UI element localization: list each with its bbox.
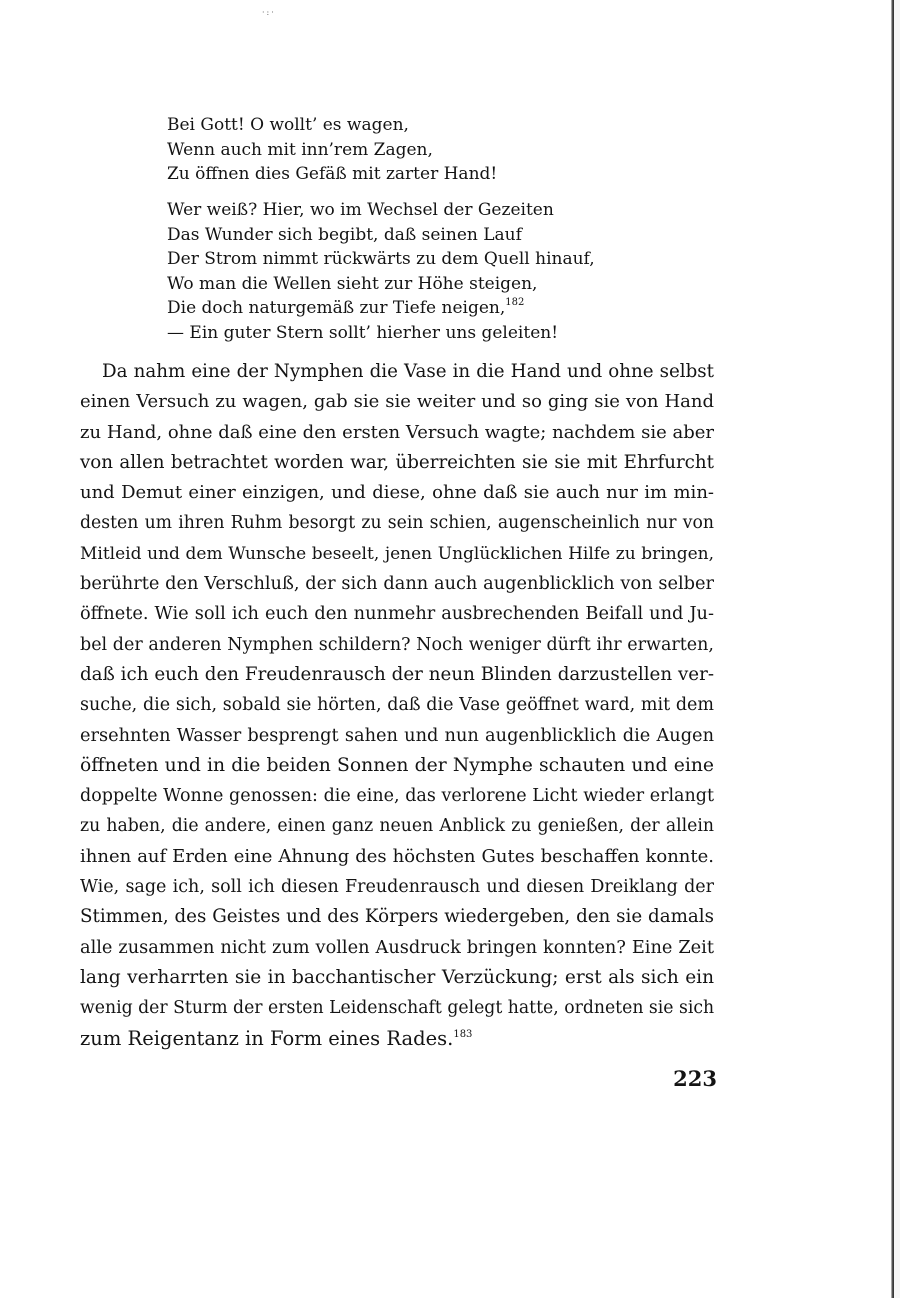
verse-line: Das Wunder sich begibt, daß seinen Lauf bbox=[167, 224, 522, 245]
prose-line: bel der anderen Nymphen schildern? Noch weniger dürft ihr erwarten, bbox=[80, 634, 714, 655]
prose-line: zu haben, die andere, einen ganz neuen Anblick zu genießen, der allein bbox=[80, 816, 714, 837]
prose-line: zu Hand, ohne daß eine den ersten Versuch wagte; nachdem sie aber bbox=[80, 421, 714, 443]
verse-line-text: Die doch naturgemäß zur Tiefe neigen, bbox=[167, 298, 506, 319]
verse-stanza-2 bbox=[167, 198, 727, 346]
page-edge-shadow bbox=[894, 0, 900, 1298]
prose-line: Stimmen, des Geistes und des Körpers wiedergeben, den sie damals bbox=[80, 906, 714, 928]
prose-line: doppelte Wonne genossen: die eine, das verlorene Licht wieder erlangt bbox=[80, 786, 714, 807]
verse-line: Wo man die Wellen sieht zur Höhe steigen, bbox=[167, 273, 538, 294]
prose-line: von allen betrachtet worden war, überreichten sie sie mit Ehrfurcht bbox=[80, 451, 714, 473]
verse-line: Wer weiß? Hier, wo im Wechsel der Gezeiten bbox=[167, 200, 554, 220]
verse-line: Bei Gott! O wollt’ es wagen, bbox=[167, 115, 409, 135]
prose-line: suche, die sich, sobald sie hörten, daß die Vase geöffnet ward, mit dem bbox=[80, 695, 714, 716]
prose-line: wenig der Sturm der ersten Leidenschaft gelegt hatte, ordneten sie sich bbox=[80, 998, 715, 1019]
verse-line: Der Strom nimmt rückwärts zu dem Quell hinauf, bbox=[167, 249, 595, 270]
prose-line: desten um ihren Ruhm besorgt zu sein schien, augenscheinlich nur von bbox=[80, 513, 714, 534]
prose-line: Mitleid und dem Wunsche beseelt, jenen Unglücklichen Hilfe zu bringen, bbox=[80, 543, 714, 564]
prose-line: öffneten und in die beiden Sonnen der Nymphe schauten und eine bbox=[80, 754, 714, 776]
verse-line: Wenn auch mit inn’rem Zagen, bbox=[167, 139, 433, 160]
prose-line: lang verharrten sie in bacchantischer Verzückung; erst als sich ein bbox=[80, 966, 714, 988]
prose-line bbox=[80, 1024, 714, 1054]
prose-line-text: zum Reigentanz in Form eines Rades. bbox=[80, 1026, 454, 1050]
body-paragraph bbox=[80, 357, 714, 1054]
verse-line: — Ein guter Stern sollt’ hierher uns geleiten! bbox=[167, 322, 559, 343]
prose-line: einen Versuch zu wagen, gab sie sie weiter und so ging sie von Hand bbox=[80, 391, 714, 413]
page-number: 223 bbox=[673, 1066, 717, 1091]
prose-line: daß ich euch den Freudenrausch der neun Blinden darzustellen ver- bbox=[80, 663, 714, 685]
prose-line: berührte den Verschluß, der sich dann auch augenblicklich von selber bbox=[80, 574, 714, 595]
verse-line bbox=[167, 296, 727, 321]
verse-line: Zu öffnen dies Gefäß mit zarter Hand! bbox=[167, 164, 498, 185]
prose-line: alle zusammen nicht zum vollen Ausdruck bringen konnten? Eine Zeit bbox=[80, 937, 714, 958]
prose-line: ersehnten Wasser besprengt sahen und nun augenblicklich die Augen bbox=[80, 725, 714, 746]
verse-stanza-1 bbox=[167, 113, 727, 187]
prose-line: Wie, sage ich, soll ich diesen Freudenrausch und diesen Dreiklang der bbox=[80, 877, 714, 898]
prose-line: und Demut einer einzigen, und diese, ohne daß sie auch nur im min- bbox=[80, 482, 714, 504]
footnote-ref-182[interactable]: 182 bbox=[505, 297, 525, 309]
prose-line: Da nahm eine der Nymphen die Vase in die Hand und ohne selbst bbox=[102, 361, 714, 382]
prose-line: ihnen auf Erden eine Ahnung des höchsten Gutes beschaffen konnte. bbox=[80, 845, 714, 867]
scan-speck: ·:· bbox=[262, 8, 276, 17]
page-edge bbox=[891, 0, 894, 1298]
prose-line: öffnete. Wie soll ich euch den nunmehr ausbrechenden Beifall und Ju- bbox=[80, 604, 714, 625]
footnote-ref-183[interactable]: 183 bbox=[453, 1028, 473, 1040]
